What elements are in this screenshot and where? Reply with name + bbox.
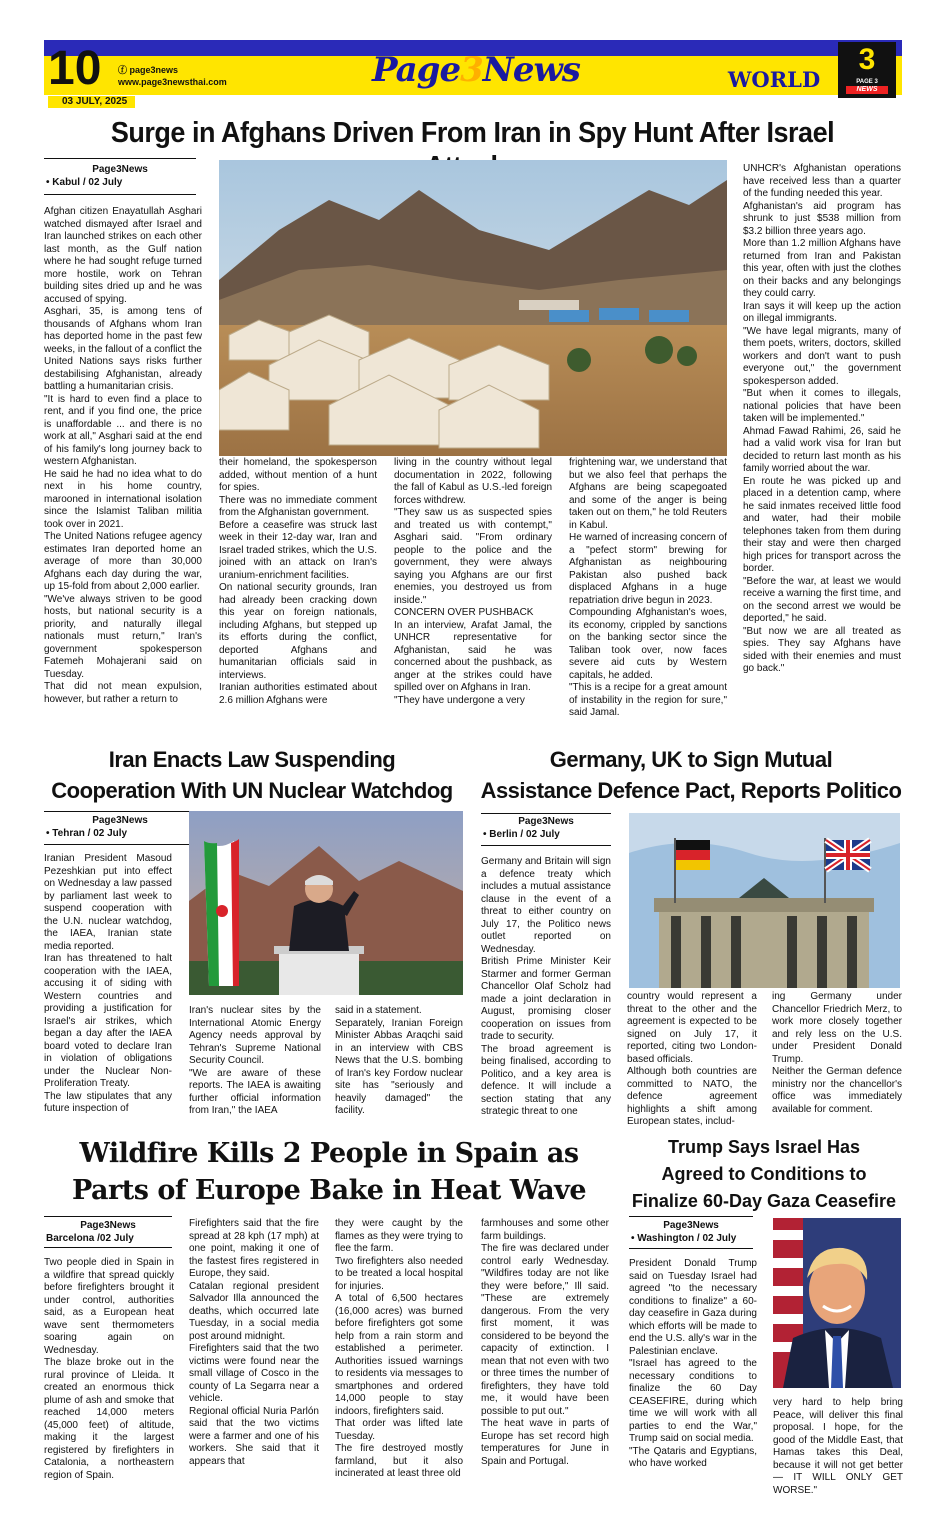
byline-dateline: • Tehran / 02 July	[46, 828, 128, 839]
refugee-camp-photo	[219, 160, 727, 456]
brandenburg-gate-flags-photo	[629, 813, 900, 988]
story5-col2: very hard to help bring Peace, will deliver this final proposal. I hope, for the good of the Middle East, that Hamas takes this Deal, because it will not get better — IT WILL ONLY GET WORSE."	[773, 1397, 903, 1496]
story1-col1: Afghan citizen Enayatullah Asghari watched dismayed after Israel and Iran launched strikes on each other last month, as the Gulf nation where he had sought refuge turned more hostile, work on Tehran building sites dried up and he was accused of spying. Asghari, 35, is among tens of thousands of Afghans whom Iran has deported home in the past few weeks, in the fallout of a conflict the United Nations says risks further destabilising Afghanistan, already battling a humanitarian crisis. "It is hard to even find a place to rent, and if you find one, the price is unaffordable ... and there is no work at all," Asghari said at the end of his family's long journey back to western Afghanistan. He said he had no idea what to do next in his home country, marooned in international isolation since the Islamist Taliban militia took over in 2021. The United Nations refugee agency estimates Iran deported home an average of more than 30,000 Afghans each day during the war, up 15-fold from about 2,000 earlier. "We've always striven to be good hosts, but national security is a priority, and naturally illegal nationals must return," Iran's government spokesperson Fatemeh Mohajerani said on Tuesday. That did not mean expulsion, however, but rather a return to	[44, 206, 202, 705]
facebook-icon: ⓕ	[118, 65, 130, 75]
story1-col3: living in the country without legal documentation in 2022, following the fall of Kabul as U.S.-led foreign forces withdrew. "They saw us as suspected spies and treated us with contempt," Asghari said. "From ordinary people to the police and the government, they were always saying you Afghans are our first enemies, you destroyed us from inside." CONCERN OVER PUSHBACK In an interview, Arafat Jamal, the UNHCR representative for Afghanistan, said he was concerned about the pushback, as anger at the strikes could have spilled over on Afghans in Iran. "They have undergone a very	[394, 457, 552, 706]
byline-dateline: • Kabul / 02 July	[46, 177, 123, 188]
divider	[44, 844, 196, 845]
story2-headline-line2: Cooperation With UN Nuclear Watchdog	[51, 778, 453, 803]
site-info	[118, 64, 227, 88]
logo-left: Page	[372, 50, 461, 90]
story4-col4: farmhouses and some other farm buildings. The fire was declared under control early Wednesday. "Wildfires today are not like they were before," Ill said. "These are extremely dangerous. From the very first moment, it was considered to be beyond the capacity of extinction. I mean that not even with two or three times the number of firefighters, they have told me, it would have been possible to put out." The heat wave in parts of Europe has set record high temperatures for June in Spain and Portugal.	[481, 1218, 609, 1467]
page-number: 10	[48, 42, 102, 95]
byline-dateline: Barcelona /02 July	[46, 1233, 134, 1244]
byline-dateline: • Berlin / 02 July	[483, 829, 560, 840]
story2-col1: Iranian President Masoud Pezeshkian put into effect on Wednesday a law passed by parliament last week to suspend cooperation with the U.N. nuclear watchdog, the IAEA, Iranian state media reported. Iran has threatened to halt cooperation with the IAEA, accusing it of siding with Western countries and providing a justification for Israel's air strikes, which began a day after the IAEA board voted to declare Iran in violation of obligations under the Nuclear Non-Proliferation Treaty. The law stipulates that any future inspection of	[44, 853, 172, 1114]
byline-source: Page3News	[663, 1220, 719, 1231]
page3-badge	[838, 42, 896, 98]
story3-col2: country would represent a threat to the other and the agreement is expected to be signed on July 17, it reported, citing two London-based officials. Although both countries are committed to NATO, the defence agreement highlights a shift among European states, includ-	[627, 991, 757, 1127]
byline-source: Page3News	[518, 816, 574, 827]
story5-byline	[629, 1219, 753, 1245]
divider	[481, 813, 611, 814]
story3-col3: ing Germany under Chancellor Friedrich Merz, to work more closely together and rely less on the U.S. under President Donald Trump. Neither the German defence ministry nor the chancellor's office was immediately available for comment.	[772, 991, 902, 1115]
story4-col1: Two people died in Spain in a wildfire that spread quickly before firefighters brought it under control, authorities said, as a European heat wave sent thermometers soaring again on Wednesday. The blaze broke out in the rural province of Lleida. It created an enormous thick plume of ash and smoke that reached 14,000 meters (45,000 feet) of altitude, making it the largest registered by firefighters in Catalonia, a northeastern region of Spain.	[44, 1257, 174, 1481]
divider	[44, 1247, 172, 1248]
badge-num: 3	[858, 43, 876, 76]
story2-byline	[44, 814, 196, 840]
byline-dateline: • Washington / 02 July	[631, 1233, 737, 1244]
issue-date: 03 JULY, 2025	[48, 96, 135, 108]
divider	[629, 1216, 753, 1217]
story1-byline	[44, 163, 196, 189]
story1-headline: Surge in Afghans Driven From Iran in Spy Hunt After Israel	[110, 117, 835, 149]
divider	[481, 845, 611, 846]
story3-col1: Germany and Britain will sign a defence treaty which includes a mutual assistance clause in the event of a threat to either country on July 17, the Politico news outlet reported on Wednesday. British Prime Minister Keir Starmer and former German Chancellor Olaf Scholz had made a joint declaration in August, promising closer cooperation on issues from trade to security. The broad agreement is being finalised, according to Politico, and a key area is defence. It will include a section stating that any strategic threat to one	[481, 856, 611, 1117]
story3-byline	[481, 815, 611, 841]
iran-president-speech-photo	[189, 811, 463, 995]
divider	[44, 811, 196, 812]
story1-col2: their homeland, the spokesperson added, without mention of a hunt for spies. There was no immediate comment from the Afghanistan government. Before a ceasefire was struck last week in their 12-day war, Iran and Israel traded strikes, which the U.S. joined with an attack on Iran's uranium-enrichment facilities. On national security grounds, Iran had already been cracking down this year on foreign nationals, including Afghans, but stepped up its efforts during the conflict, deported Afghans and humanitarian officials said in interviews. Iranian authorities estimated about 2.6 million Afghans were	[219, 457, 377, 706]
logo-num: 3	[460, 50, 483, 90]
byline-source: Page3News	[92, 164, 148, 175]
divider	[629, 1248, 753, 1249]
byline-source: Page3News	[80, 1220, 136, 1231]
logo-right: News	[482, 50, 580, 90]
story5-headline-line1: Trump Says Israel Has	[667, 1137, 861, 1157]
story5-headline-line3: Finalize 60-Day Gaza Ceasefire	[631, 1191, 897, 1211]
story5-headline-line2: Agreed to Conditions to	[661, 1164, 867, 1184]
story2-col2: Iran's nuclear sites by the International Atomic Energy Agency needs approval by Tehran's Supreme National Security Council. "We are aware of these reports. The IAEA is awaiting further official information from Iran," the IAEA	[189, 1005, 321, 1116]
story3-headline-line1: Germany, UK to Sign Mutual	[549, 747, 833, 772]
divider	[44, 158, 196, 159]
story4-byline	[44, 1219, 172, 1245]
story4-col3: they were caught by the flames as they were trying to flee the farm. Two firefighters also needed to be treated a local hospital for injuries. A total of 6,500 hectares (16,000 acres) was burned before firefighters got some help from a rain storm and established a perimeter. Authorities issued warnings to residents via messages to smartphones and ordered 14,000 people to stay indoors, firefighters said. That order was lifted late Tuesday. The fire destroyed mostly farmland, but it also incinerated at least three old	[335, 1218, 463, 1479]
trump-portrait-photo	[773, 1218, 901, 1388]
story1-col5: UNHCR's Afghanistan operations have received less than a quarter of the funding needed this year. Afghanistan's aid program has shrunk to just $538 million from $3.2 billion three years ago. More than 1.2 million Afghans have returned from Iran and Pakistan this year, often with just the clothes on their backs and any belongings they could carry. Iran says it will keep up the action on illegal immigrants. "We have legal migrants, many of them poets, writers, doctors, skilled workers and don't want to push everyone out," the government spokesperson added. "But when it comes to illegals, national policies that have been taken will be implemented." Ahmad Fawad Rahimi, 26, said he had a valid work visa for Iran but decided to return last month as his family worried about the war. En route he was picked up and placed in a detention camp, where he said inmates received little food and water, had their mobile telephones taken from them during their stay and were then charged high prices for transport across the border. "Before the war, at least we would receive a warning the first time, and on the second arrest we would be deported," he said. "But now we are all treated as spies. They say Afghans have sided with their enemies and must go back."	[743, 163, 901, 674]
byline-source: Page3News	[92, 815, 148, 826]
divider	[44, 1216, 172, 1217]
story2-headline-line1: Iran Enacts Law Suspending	[108, 747, 396, 772]
website-link[interactable]: www.page3newsthai.com	[118, 77, 227, 87]
section-label: WORLD	[712, 66, 836, 94]
story2-col3: said in a statement. Separately, Iranian Foreign Minister Abbas Araqchi said in an interview with CBS News that the U.S. bombing of Iran's key Fordow nuclear site has "seriously and heavily damaged" the facility.	[335, 1005, 463, 1116]
badge-news: NEWS	[846, 86, 888, 94]
social-handle: page3news	[129, 65, 179, 75]
story4-col2: Firefighters said that the fire spread at 28 kph (17 mph) at one point, making it one of the fastest fires registered in Europe, they said. Catalan regional president Salvador Illa announced the deaths, which occurred late Tuesday, in a social media post around midnight. Firefighters said that the two victims were found near the small village of Cosco in the county of La Segarra near a vehicle. Regional official Nuria Parlón said that the two victims were a farmer and one of his workers. She said that it appears that	[189, 1218, 319, 1467]
story1-col4: frightening war, we understand that but we also feel that perhaps the Afghans are being scapegoated and some of the anger is being taken out on them," he told Reuters in Kabul. He warned of increasing concern of a "pefect storm" brewing for Afghanistan as neighbouring Pakistan also pushed back displaced Afghans in a huge repatriation drive begun in 2023. Compounding Afghanistan's woes, its economy, crippled by sanctions on the banking sector since the Taliban took over, now faces severe aid cuts by Western capitals, he added. "This is a recipe for a great amount of instability in the region for sure," said Jamal.	[569, 457, 727, 718]
newspaper-logo[interactable]	[372, 50, 580, 90]
story4-headline-line1: Wildfire Kills 2 People in Spain as	[79, 1138, 579, 1169]
story5-col1: President Donald Trump said on Tuesday Israel had agreed "to the necessary conditions to finalize" a 60-day ceasefire in Gaza during which efforts will be made to end the U.S. ally's war in the Palestinian enclave. "Israel has agreed to the necessary conditions to finalize the 60 Day CEASEFIRE, during which time we will work with all parties to end the War," Trump said on social media. "The Qataris and Egyptians, who have worked	[629, 1258, 757, 1469]
story3-headline-line2: Assistance Defence Pact, Reports Politico	[480, 778, 902, 803]
story4-headline-line2: Parts of Europe Bake in Heat Wave	[71, 1175, 587, 1206]
divider	[44, 194, 196, 195]
badge-small: PAGE 3	[856, 79, 878, 85]
